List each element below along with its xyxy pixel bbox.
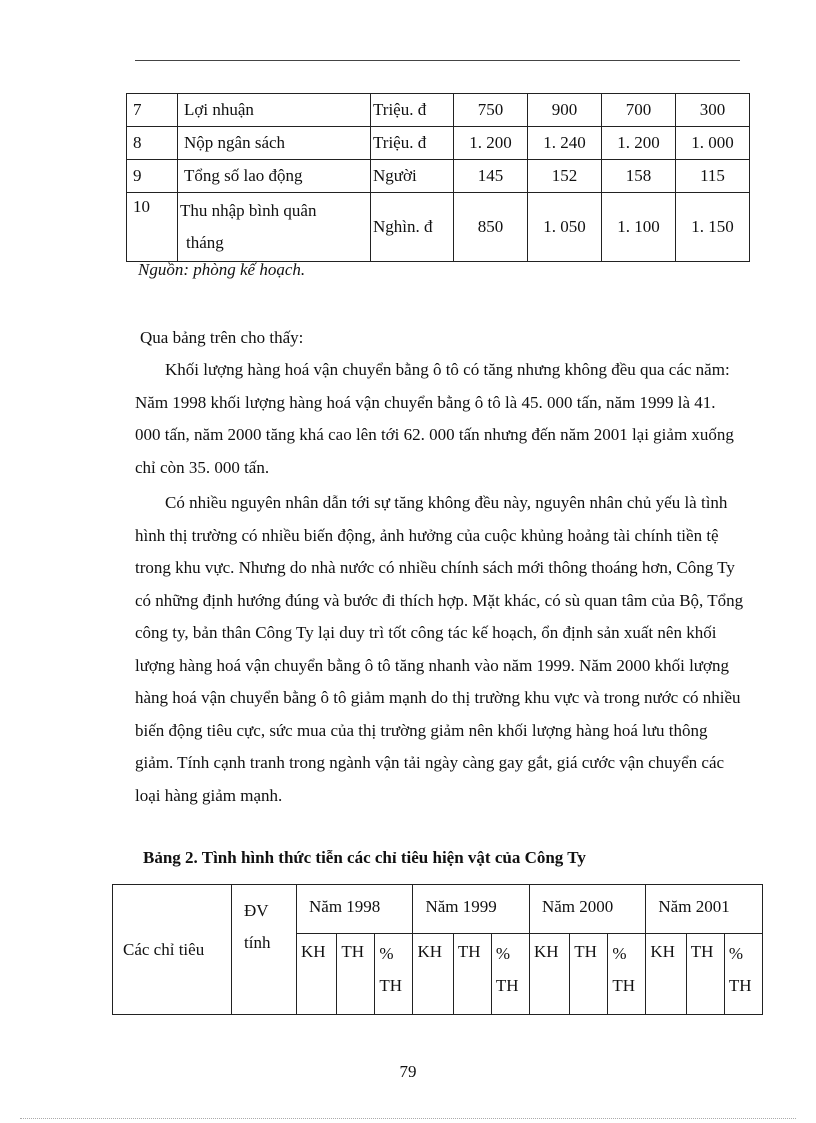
sub-th: TH xyxy=(337,934,375,1015)
page-number: 79 xyxy=(399,1062,417,1081)
cell-2001: 300 xyxy=(676,94,750,127)
cell-2000: 158 xyxy=(602,160,676,193)
row-unit: Triệu. đ xyxy=(371,94,454,127)
sub-pct-th xyxy=(491,934,529,1015)
sub-pct-th xyxy=(724,934,762,1015)
row-unit: Nghìn. đ xyxy=(371,193,454,262)
year-2000: Năm 2000 xyxy=(529,885,645,934)
table-row xyxy=(127,127,750,160)
cell-2001: 1. 000 xyxy=(676,127,750,160)
row-label-line1: Thu nhập bình quân xyxy=(180,201,317,220)
row-index: 9 xyxy=(127,160,178,193)
table-source-note: Nguồn: phòng kế hoạch. xyxy=(138,260,306,279)
row-unit: Triệu. đ xyxy=(371,127,454,160)
sub-pct-line1: % xyxy=(612,944,627,963)
page-bottom-border xyxy=(20,1118,796,1119)
sub-kh: KH xyxy=(529,934,569,1015)
paragraph-2-text: Có nhiều nguyên nhân dẫn tới sự tăng không đều này, nguyên nhân chủ yếu là tình hình thị trường có nhiều biến động, ảnh hưởng của cuộc khủng hoảng tài chính tiền tệ trong khu vực. Nhưng do nhà nước có nhiều chính sách mới thông thoáng hơn, Công Ty có những định hướng đúng và bước đi thích hợp. Mặt khác, có sù quan tâm của Bộ, Tổng công ty, bản thân Công Ty lại duy trì tốt công tác kế hoạch, ổn định sản xuất nên khối lượng hàng hoá vận chuyển bằng ô tô tăng nhanh vào năm 1999. Năm 2000 khối lượng hàng hoá vận chuyển bằng ô tô giảm mạnh do thị trường khu vực và trong nước có nhiều biến động tiêu cực, sức mua của thị trường giảm nên khối lượng hàng hoá lưu thông giảm. Tính cạnh tranh trong ngành vận tải ngày càng gay gắt, giá cước vận chuyển các loại hàng giảm mạnh. xyxy=(135,493,744,805)
header-rule xyxy=(135,60,740,61)
sub-pct-line1: % xyxy=(379,944,394,963)
sub-pct-line2: TH xyxy=(379,976,403,995)
cell-1999: 152 xyxy=(528,160,602,193)
table-indicators-continued xyxy=(126,93,750,262)
paragraph-1 xyxy=(135,354,745,484)
sub-pct-line1: % xyxy=(495,944,511,963)
sub-pct-line2: TH xyxy=(728,976,752,995)
row-label: Nộp ngân sách xyxy=(178,127,371,160)
year-1998: Năm 1998 xyxy=(297,885,413,934)
table-row xyxy=(127,94,750,127)
sub-pct-line1: % xyxy=(728,944,743,963)
paragraph-2 xyxy=(135,487,745,812)
cell-1999: 1. 050 xyxy=(528,193,602,262)
cell-1998: 145 xyxy=(454,160,528,193)
sub-th: TH xyxy=(570,934,608,1015)
sub-pct-line2: TH xyxy=(612,976,636,995)
row-label: Tổng số lao động xyxy=(178,160,371,193)
cell-2001: 115 xyxy=(676,160,750,193)
table-row xyxy=(127,193,750,262)
year-2001: Năm 2001 xyxy=(646,885,763,934)
sub-pct-th xyxy=(375,934,413,1015)
cell-1998: 850 xyxy=(454,193,528,262)
cell-1998: 750 xyxy=(454,94,528,127)
cell-2000: 1. 100 xyxy=(602,193,676,262)
row-index: 10 xyxy=(127,193,178,262)
col-unit xyxy=(232,885,297,1015)
cell-1999: 900 xyxy=(528,94,602,127)
row-label-line2: tháng xyxy=(186,233,224,252)
year-1999: Năm 1999 xyxy=(413,885,529,934)
col-indicator: Các chỉ tiêu xyxy=(113,885,232,1015)
sub-th: TH xyxy=(453,934,491,1015)
sub-kh: KH xyxy=(297,934,337,1015)
sub-pct-th xyxy=(608,934,646,1015)
sub-pct-line2: TH xyxy=(495,976,519,995)
intro-text: Qua bảng trên cho thấy: xyxy=(140,328,304,347)
cell-1999: 1. 240 xyxy=(528,127,602,160)
table-row xyxy=(127,160,750,193)
cell-2000: 1. 200 xyxy=(602,127,676,160)
cell-1998: 1. 200 xyxy=(454,127,528,160)
table-2-header xyxy=(112,884,763,1015)
row-unit: Người xyxy=(371,160,454,193)
cell-2000: 700 xyxy=(602,94,676,127)
row-label xyxy=(178,193,371,262)
sub-kh: KH xyxy=(646,934,686,1015)
row-index: 7 xyxy=(127,94,178,127)
row-index: 8 xyxy=(127,127,178,160)
table-2-caption: Bảng 2. Tình hình thức tiễn các chỉ tiêu hiện vật của Công Ty xyxy=(143,848,586,867)
paragraph-1-text: Khối lượng hàng hoá vận chuyển bằng ô tô có tăng nhưng không đều qua các năm: Năm 1998 khối lượng hàng hoá vận chuyển bằng ô tô là 45. 000 tấn, năm 1999 là 41. 000 tấn, năm 2000 tăng khá cao lên tới 62. 000 tấn nhưng đến năm 2001 lại giảm xuống chỉ còn 35. 000 tấn. xyxy=(135,360,734,477)
cell-2001: 1. 150 xyxy=(676,193,750,262)
col-unit-line2: tính xyxy=(244,933,271,952)
sub-th: TH xyxy=(686,934,724,1015)
row-label: Lợi nhuận xyxy=(178,94,371,127)
sub-kh: KH xyxy=(413,934,453,1015)
col-unit-line1: ĐV xyxy=(244,901,269,920)
